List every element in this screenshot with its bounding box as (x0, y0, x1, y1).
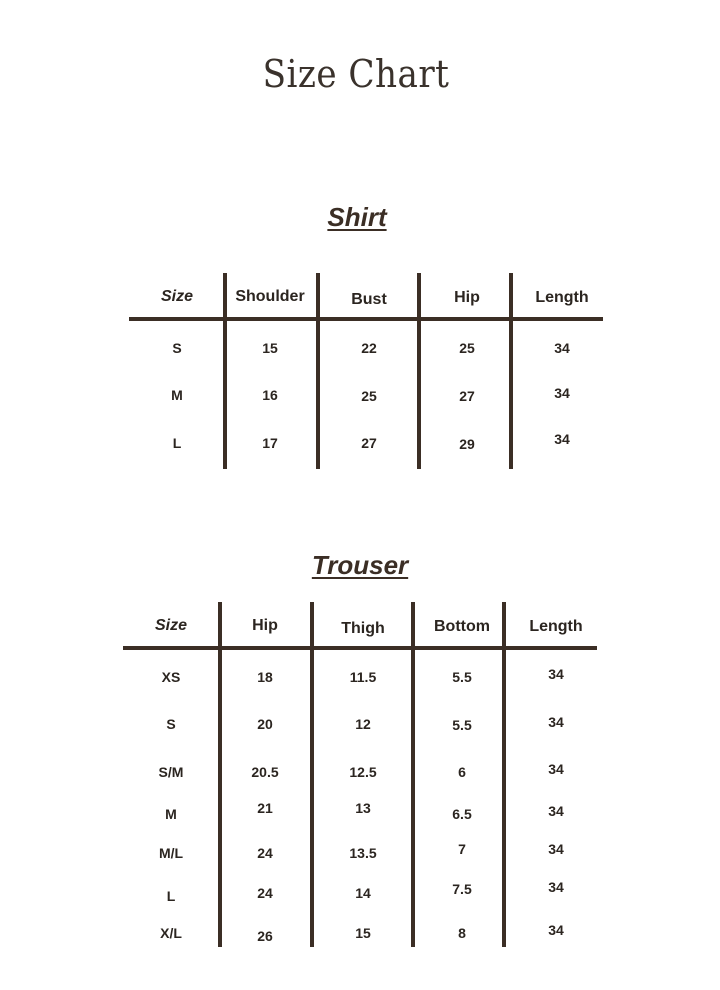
trouser-table-cell: 18 (257, 669, 273, 685)
trouser-table-cell: XS (161, 669, 181, 685)
shirt-table-cell: 34 (554, 431, 570, 447)
shirt-table-cell: 34 (554, 340, 570, 356)
shirt-table-cell: M (171, 387, 183, 403)
trouser-table-cell: 34 (548, 879, 564, 895)
trouser-table-cell: 6.5 (452, 806, 472, 822)
trouser-table-cell: 7.5 (452, 881, 472, 897)
trouser-table-cell: 34 (548, 922, 564, 938)
trouser-table-cell: 5.5 (452, 717, 472, 733)
trouser-table-cell: 15 (355, 925, 371, 941)
trouser-column-header: Hip (252, 617, 278, 634)
trouser-table-cell: 5.5 (452, 669, 472, 685)
trouser-table-cell: 34 (548, 841, 564, 857)
shirt-table-cell: 29 (459, 436, 475, 452)
trouser-column-header: Size (154, 617, 187, 634)
shirt-table-cell: 25 (459, 340, 475, 356)
trouser-table-cell: 34 (548, 714, 564, 730)
shirt-table-cell: S (172, 340, 182, 356)
trouser-column-header: Bottom (434, 618, 490, 635)
trouser-table-cell: 13 (355, 800, 371, 816)
shirt-table-cell: 15 (262, 340, 278, 356)
trouser-title: Trouser (311, 550, 409, 580)
shirt-header-rule (129, 317, 603, 321)
trouser-table-cell: 24 (257, 885, 273, 901)
shirt-table-cell: 22 (361, 340, 377, 356)
trouser-table-cell: 21 (257, 800, 273, 816)
trouser-table-cell: M (165, 806, 177, 822)
trouser-table-cell: 34 (548, 803, 564, 819)
shirt-table-cell: L (172, 435, 182, 451)
trouser-table-cell: 8 (458, 925, 466, 941)
shirt-column-header: Hip (454, 289, 480, 306)
trouser-table-cell: 20.5 (251, 764, 279, 780)
shirt-column-header: Size (160, 288, 193, 305)
shirt-table-cell: 17 (262, 435, 278, 451)
trouser-table-cell: 6 (458, 764, 466, 780)
trouser-table-cell: 26 (257, 928, 273, 944)
trouser-table-cell: 12.5 (349, 764, 377, 780)
trouser-table-cell: S/M (158, 764, 184, 780)
shirt-title: Shirt (327, 202, 387, 232)
shirt-table-cell: 27 (361, 435, 377, 451)
trouser-table-cell: 34 (548, 761, 564, 777)
trouser-table-cell: X/L (160, 925, 182, 941)
shirt-column-header: Length (535, 289, 589, 306)
trouser-table-cell: S (166, 716, 176, 732)
trouser-column-header: Length (529, 618, 583, 635)
trouser-table-cell: 24 (257, 845, 273, 861)
trouser-table-cell: 7 (458, 841, 466, 857)
trouser-header-rule (123, 646, 597, 650)
shirt-table-cell: 34 (554, 385, 570, 401)
trouser-table-cell: 14 (355, 885, 371, 901)
shirt-column-header: Bust (351, 291, 387, 308)
trouser-table-cell: 13.5 (349, 845, 377, 861)
trouser-column-header: Thigh (341, 620, 385, 637)
page-title: Size Chart (262, 52, 450, 96)
trouser-table-cell: M/L (158, 845, 184, 861)
shirt-table-cell: 16 (262, 387, 278, 403)
trouser-table-cell: 20 (257, 716, 273, 732)
trouser-table-cell: 12 (355, 716, 371, 732)
shirt-table-cell: 27 (459, 388, 475, 404)
trouser-table-cell: L (166, 888, 176, 904)
trouser-table-cell: 34 (548, 666, 564, 682)
shirt-table-cell: 25 (361, 388, 377, 404)
shirt-column-header: Shoulder (235, 288, 305, 305)
trouser-table-cell: 11.5 (349, 669, 377, 685)
